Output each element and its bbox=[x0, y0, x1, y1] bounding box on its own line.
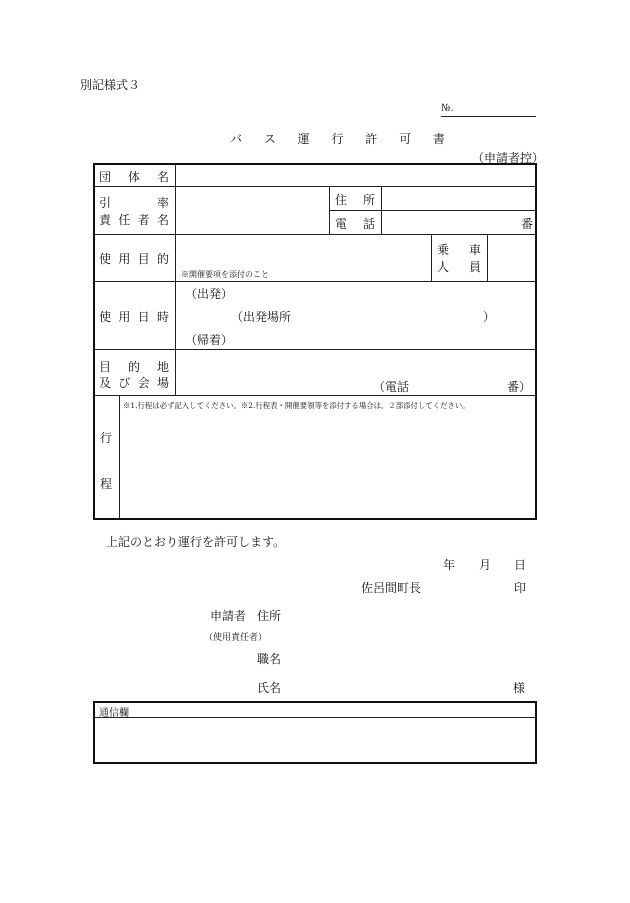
departure-place-close: ） bbox=[483, 310, 496, 324]
document-title: バ ス 運 行 許 可 書 bbox=[230, 132, 454, 146]
communication-label: 通信欄 bbox=[99, 708, 129, 719]
destination-label-line1: 目 的 地 bbox=[99, 360, 169, 374]
honorific: 様 bbox=[513, 681, 526, 695]
copy-label: （申請者控） bbox=[472, 151, 545, 165]
seal-mark: 印 bbox=[514, 581, 527, 595]
group-name-label: 団 体 名 bbox=[99, 170, 169, 184]
position-label: 職名 bbox=[257, 652, 282, 666]
itinerary-char-1: 行 bbox=[100, 431, 113, 445]
approval-statement: 上記のとおり運行を許可します。 bbox=[106, 535, 286, 549]
number-label: №. bbox=[441, 103, 454, 114]
date-year: 年 bbox=[443, 558, 456, 572]
purpose-label: 使 用 目 的 bbox=[99, 252, 169, 266]
address-label: 住 所 bbox=[335, 193, 375, 207]
date-day: 日 bbox=[514, 558, 527, 572]
mayor-title: 佐呂間町長 bbox=[361, 581, 422, 595]
phone-label: 電 話 bbox=[335, 217, 375, 231]
date-month: 月 bbox=[479, 558, 492, 572]
passengers-label-line2: 人 員 bbox=[437, 260, 481, 274]
return-label: （帰着） bbox=[185, 333, 234, 347]
leader-label-line2: 責 任 者 名 bbox=[99, 213, 169, 227]
destination-phone-label: （電話 bbox=[373, 380, 410, 394]
itinerary-char-2: 程 bbox=[100, 477, 113, 491]
communication-box bbox=[93, 701, 537, 764]
datetime-label: 使 用 日 時 bbox=[99, 310, 169, 324]
main-form bbox=[93, 163, 537, 520]
number-underline bbox=[441, 116, 536, 117]
phone-suffix: 番 bbox=[521, 217, 534, 231]
passengers-label-line1: 乗 車 bbox=[437, 243, 481, 257]
itinerary-note: ※1.行程は必ず記入してください。※2.行程表・開催要領等を添付する場合は、２部添付してください。 bbox=[123, 401, 470, 410]
destination-phone-suffix: 番） bbox=[507, 380, 532, 394]
name-label: 氏名 bbox=[257, 681, 282, 695]
leader-label-line1: 引 率 bbox=[99, 196, 169, 210]
departure-label: （出発） bbox=[185, 287, 234, 301]
departure-place-label: （出発場所 bbox=[231, 310, 292, 324]
destination-label-line2: 及 び 会 場 bbox=[99, 376, 169, 390]
applicant-address-label: 住所 bbox=[257, 609, 282, 623]
purpose-note: ※開催要項を添付のこと bbox=[181, 270, 269, 279]
applicant-label: 申請者 bbox=[210, 609, 247, 623]
form-id: 別記様式３ bbox=[80, 78, 141, 92]
responsible-note: （使用責任者） bbox=[204, 633, 268, 643]
